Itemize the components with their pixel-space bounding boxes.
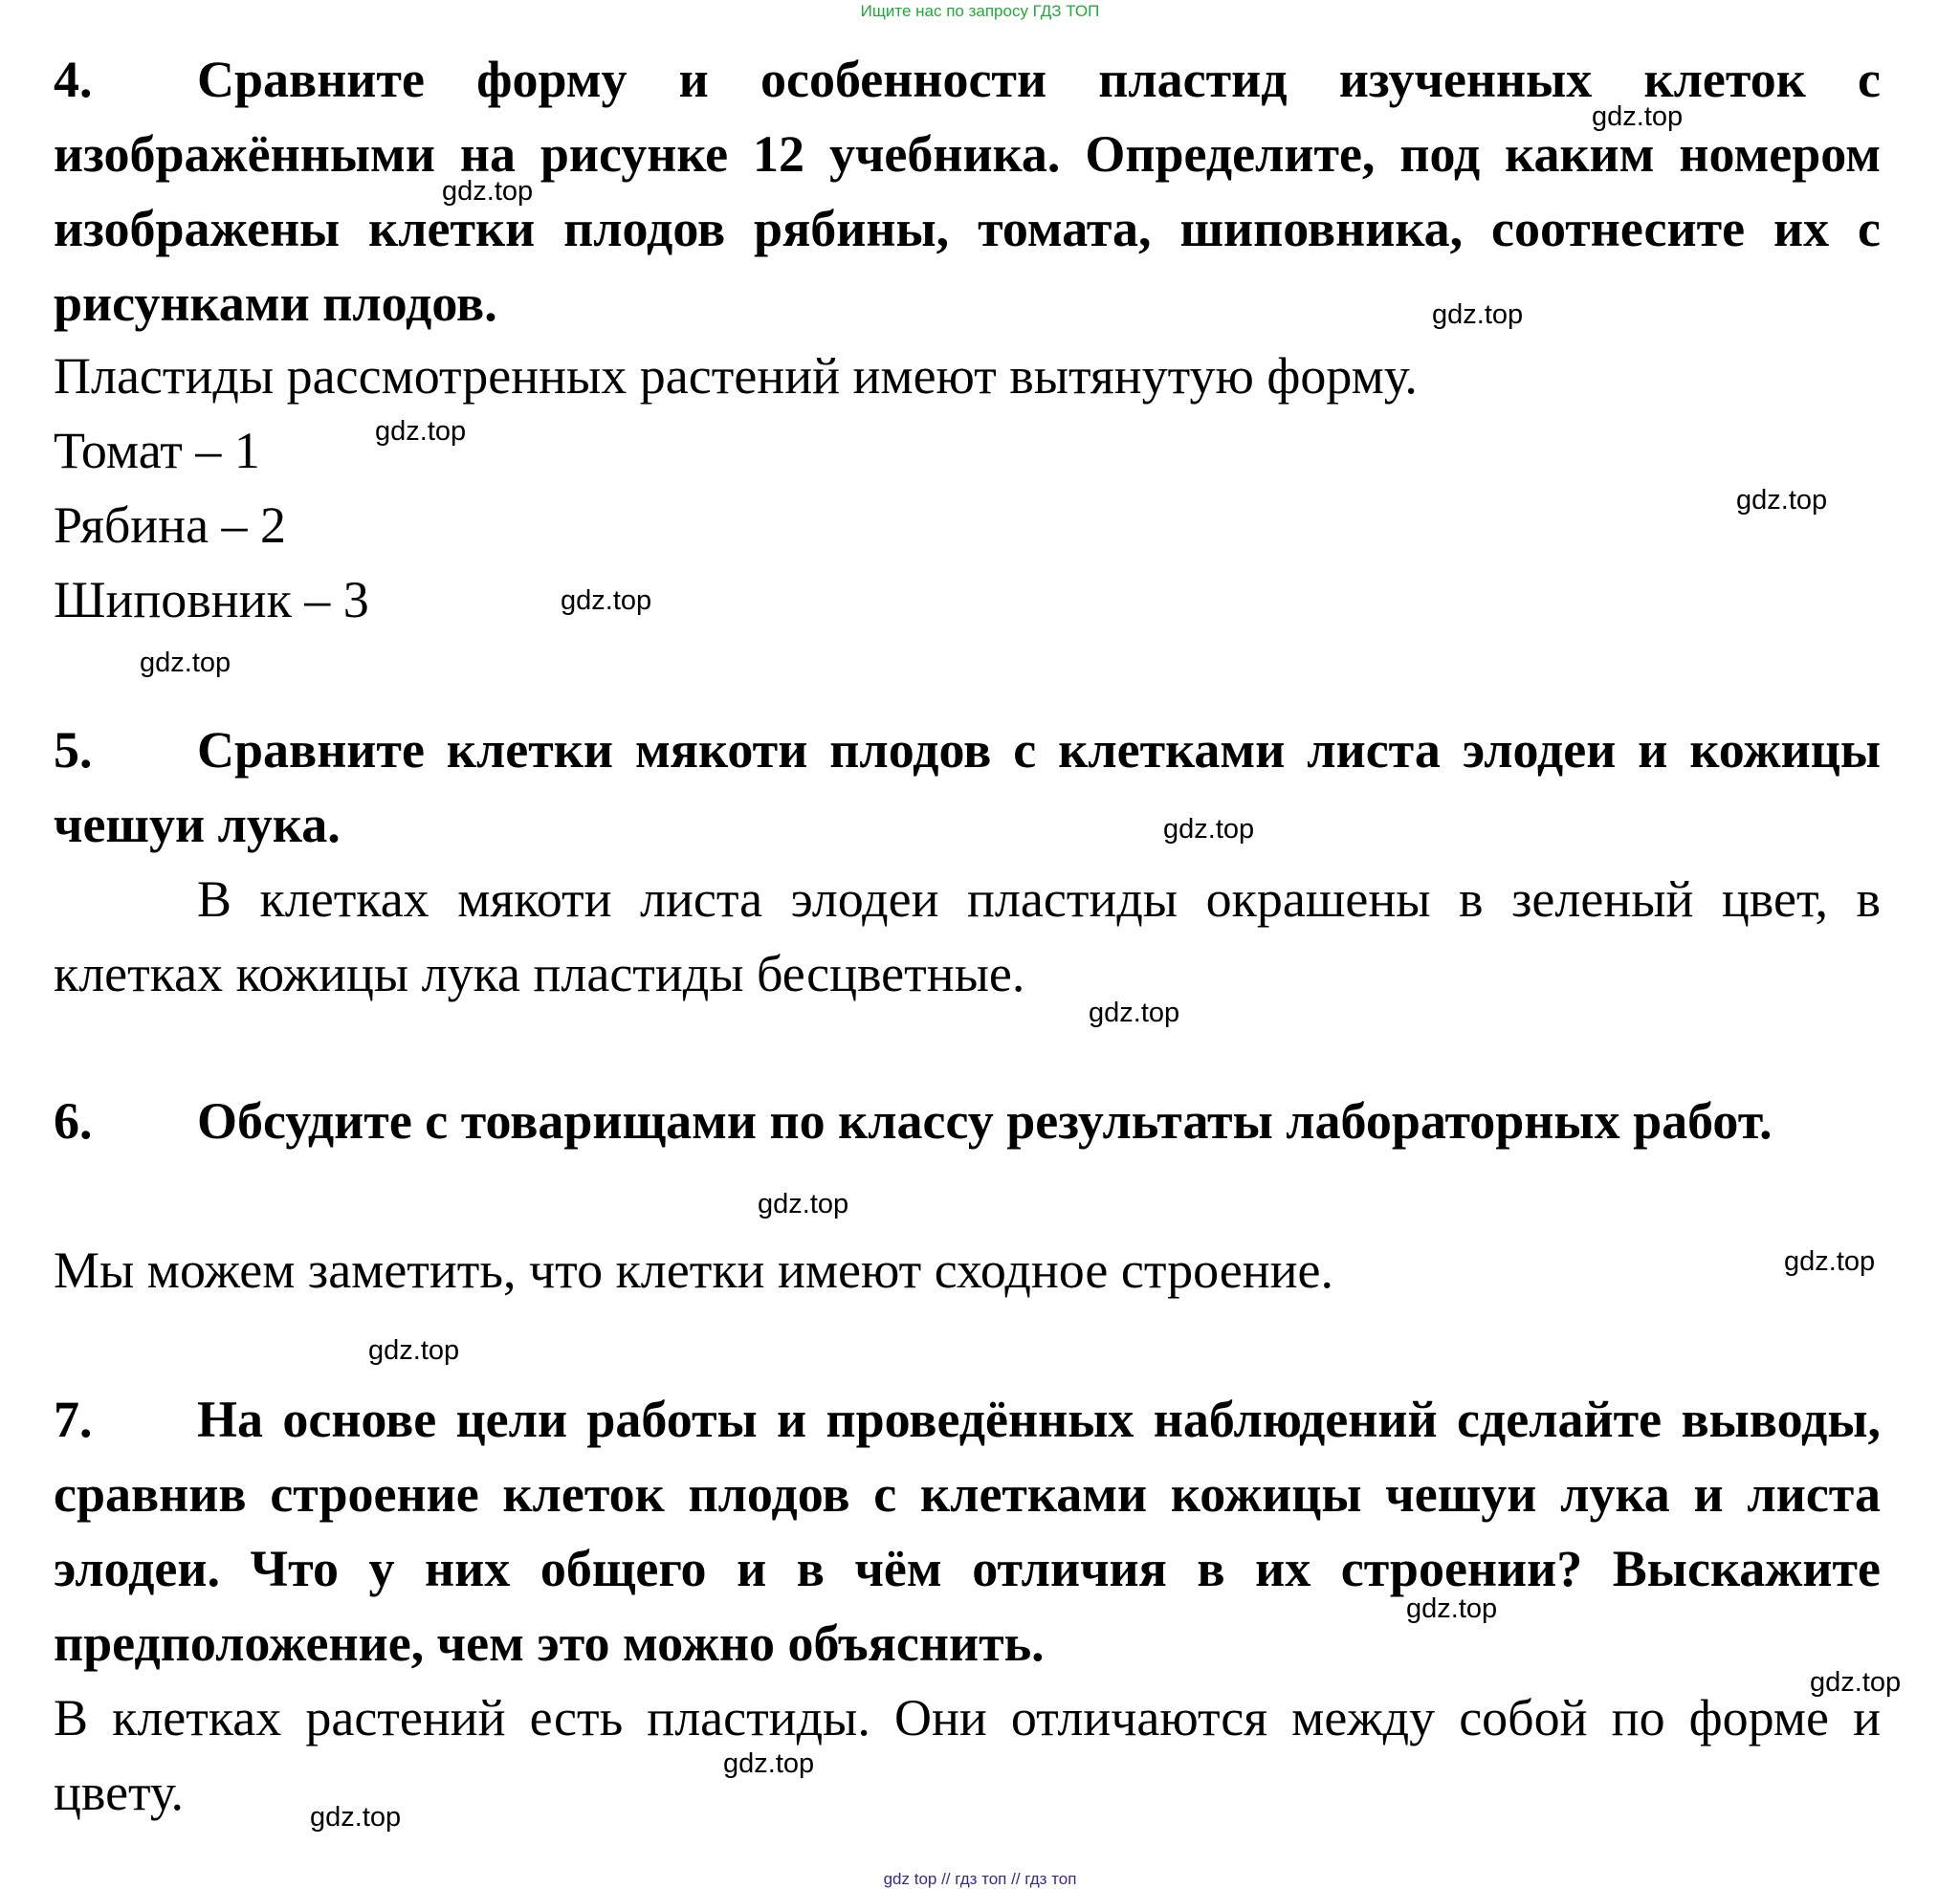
- watermark: gdz.top: [368, 1335, 460, 1366]
- question-text: Сравните форму и особенности пластид изученных клеток с изображёнными на рисунке 12 учебника. Определите, под каким номером изображены клетки плодов рябины, томата, шиповника, соотнесите их с рисунками плодов.: [54, 51, 1881, 332]
- question-6: [54, 1084, 1881, 1158]
- watermark: gdz.top: [442, 176, 534, 207]
- question-5: [54, 713, 1881, 862]
- answer-7: В клетках растений есть пластиды. Они отличаются между собой по форме и цвету.: [54, 1689, 1881, 1821]
- watermark: gdz.top: [1592, 101, 1684, 132]
- watermark: gdz.top: [310, 1802, 402, 1833]
- question-text: На основе цели работы и проведённых наблюдений сделайте выводы, сравнив строение клеток плодов с клетками кожицы чешуи лука и листа элодеи. Что у них общего и в чём отличия в их строении? Выскажите предположение, чем это можно объяснить.: [54, 1391, 1881, 1672]
- answer-4-item-rowan: Рябина – 2: [54, 496, 287, 554]
- footer-links[interactable]: gdz top // гдз топ // гдз топ: [883, 1870, 1077, 1888]
- watermark: gdz.top: [1406, 1593, 1498, 1624]
- question-number: 4.: [54, 51, 93, 108]
- answer-text: В клетках мякоти листа элодеи пластиды окрашены в зеленый цвет, в клетках кожицы лука пластиды бесцветные.: [54, 870, 1881, 1002]
- answer-4-intro: Пластиды рассмотренных растений имеют вытянутую форму.: [54, 347, 1418, 405]
- question-7: [54, 1382, 1881, 1680]
- question-text: Сравните клетки мякоти плодов с клетками листа элодеи и кожицы чешуи лука.: [54, 721, 1881, 853]
- question-text: Обсудите с товарищами по классу результаты лабораторных работ.: [197, 1092, 1773, 1150]
- watermark: gdz.top: [1432, 299, 1524, 330]
- watermark: gdz.top: [375, 416, 467, 447]
- answer-4-item-tomato: Томат – 1: [54, 422, 260, 479]
- watermark: gdz.top: [758, 1189, 849, 1219]
- question-number: 7.: [54, 1391, 93, 1448]
- watermark: gdz.top: [140, 648, 231, 678]
- question-4: [54, 42, 1881, 340]
- watermark: gdz.top: [1784, 1246, 1876, 1277]
- question-number: 5.: [54, 721, 93, 779]
- watermark: gdz.top: [1810, 1667, 1902, 1698]
- answer-5: [54, 862, 1881, 1011]
- watermark: gdz.top: [1736, 485, 1828, 516]
- question-number: 6.: [54, 1092, 93, 1150]
- answer-6: Мы можем заметить, что клетки имеют сходное строение.: [54, 1241, 1333, 1299]
- watermark: gdz.top: [1089, 998, 1180, 1028]
- top-banner[interactable]: Ищите нас по запросу ГДЗ ТОП: [860, 2, 1100, 20]
- answer-4-item-rosehip: Шиповник – 3: [54, 571, 369, 628]
- watermark: gdz.top: [723, 1748, 815, 1779]
- watermark: gdz.top: [1163, 814, 1255, 845]
- watermark: gdz.top: [561, 585, 652, 616]
